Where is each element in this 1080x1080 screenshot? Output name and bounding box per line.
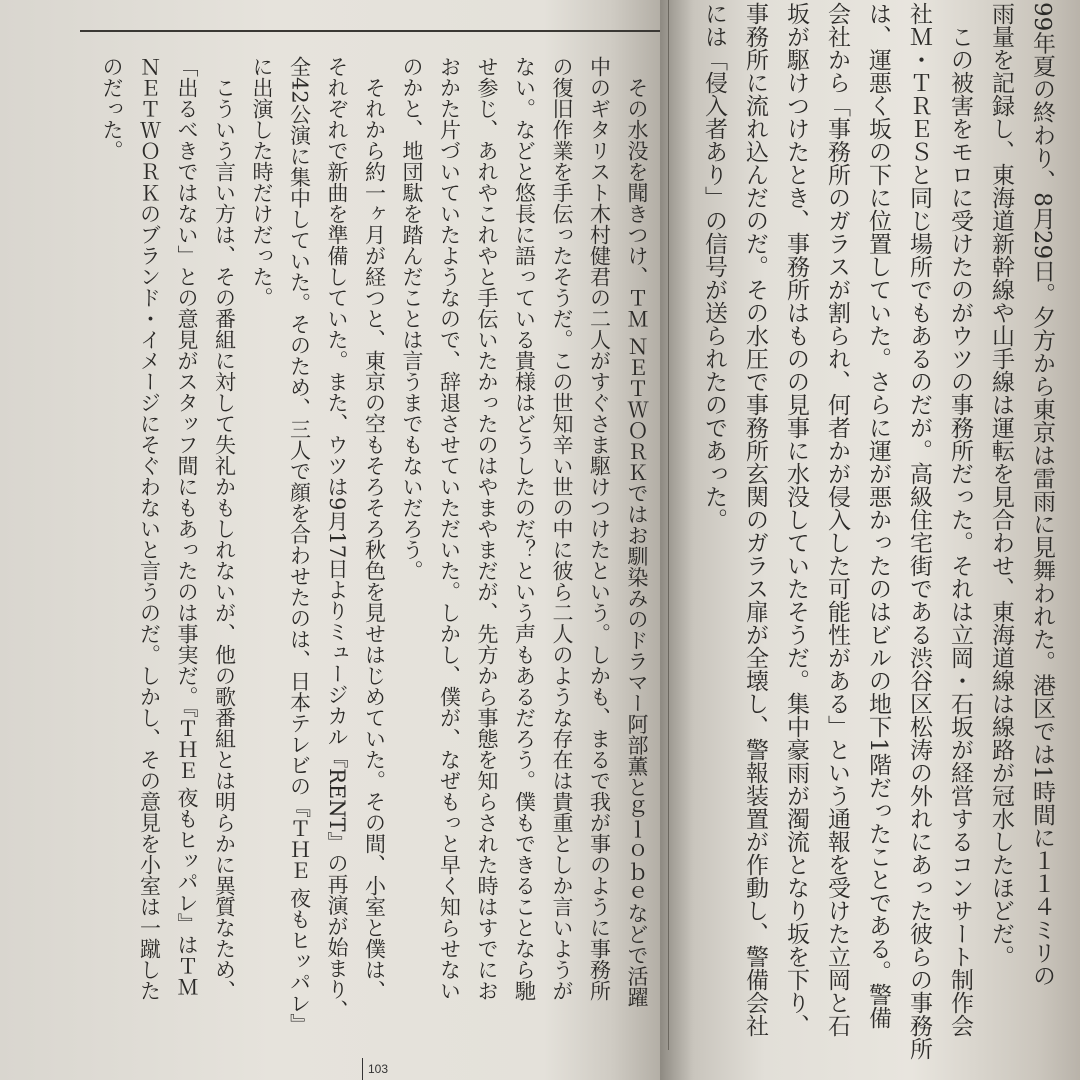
right-page-text (693, 2, 1062, 1072)
header-rule (80, 30, 660, 32)
left-page-text (93, 56, 656, 1048)
text-column: こういう言い方は、その番組に対して失礼かもしれないが、他の歌番組とは明らかに異質なため、 (212, 56, 237, 1001)
page-number-mark (362, 1058, 363, 1080)
text-column: 社Ｍ・ＴＲＥＳと同じ場所でもあるのだが。高級住宅街である渋谷区松涛の外れにあった彼らの事務所 (906, 2, 932, 1060)
text-column: は、運悪く坂の下に位置していた。さらに運が悪かったのはビルの地下1階だったことである。警備 (865, 2, 891, 1029)
text-column: 事務所に流れ込んだのだ。その水圧で事務所玄関のガラス扉が全壊し、警報装置が作動し、警備会社 (742, 2, 768, 1037)
text-column: それぞれで新曲を準備していた。また、ウツは9月17日よりミュージカル『RENT』の再演が始まり、 (325, 56, 349, 1021)
text-column: 中のギタリスト木村健君の二人がすぐさま駆けつけたという。しかも、まるで我が事のように事務所 (587, 56, 612, 1001)
text-column: その水没を聞きつけ、ＴＭ ＮＥＴＷＯＲＫではお馴染みのドラマー阿部薫とｇｌｏｂｅなどで活躍 (625, 56, 649, 1008)
page-number: 103 (368, 1062, 389, 1076)
text-column: ＮＥＴＷＯＲＫのブランド・イメージにそぐわないと言うのだ。しかし、その意見を小室は一蹴した (137, 56, 162, 1001)
text-column: に出演した時だけだった。 (250, 56, 274, 308)
text-column: 全42公演に集中していた。そのため、三人で顔を合わせたのは、日本テレビの『ＴＨＥ 夜もヒッパレ』 (287, 56, 312, 1035)
text-column: この被害をモロに受けたのがウツの事務所だった。それは立岡・石坂が経営するコンサート制作会 (947, 2, 973, 1037)
text-column: 「出るべきではない」との意見がスタッフ間にもあったのは事実だ。『ＴＨＥ 夜もヒッパレ』はＴＭ (175, 56, 199, 998)
text-column: には「侵入者あり」の信号が送られたのであった。 (701, 2, 727, 531)
text-column: それから約一ヶ月が経つと、東京の空もそろそろ秋色を見せはじめていた。その間、小室と僕は、 (362, 56, 387, 1001)
text-column: 雨量を記録し、東海道新幹線や山手線は運転を見合わせ、東海道線は線路が冠水したほどだ。 (988, 2, 1014, 968)
text-column: おかた片づいていたようなので、辞退させていただいた。しかし、僕が、なぜもっと早く知らせない (437, 56, 462, 1001)
text-column: 99年夏の終わり、8月29日。夕方から東京は雷雨に見舞われた。港区では1時間に１１４ミリの (1029, 2, 1055, 987)
text-column: の復旧作業を手伝ったそうだ。この世知辛い世の中に彼ら二人のような存在は貴重としか言いようが (550, 56, 574, 1001)
text-column: のかと、地団駄を踏んだことは言うまでもないだろう。 (400, 56, 424, 581)
text-column: 坂が駆けつけたとき、事務所はものの見事に水没していたそうだ。集中豪雨が濁流となり坂を下り、 (783, 2, 809, 1037)
text-column: せ参じ、あれやこれやと手伝いたかったのはやまやまだが、先方から事態を知らされた時はすでにお (475, 56, 499, 1001)
text-column: ない。などと悠長に語っている貴様はどうしたのだ？という声もあるだろう。僕もできることなら馳 (512, 56, 537, 1001)
right-page-margin-rule (668, 0, 669, 1050)
text-column: のだった。 (100, 56, 124, 161)
text-column: 会社から「事務所のガラスが割られ、何者かが侵入した可能性がある」という通報を受けた立岡と石 (824, 2, 850, 1037)
